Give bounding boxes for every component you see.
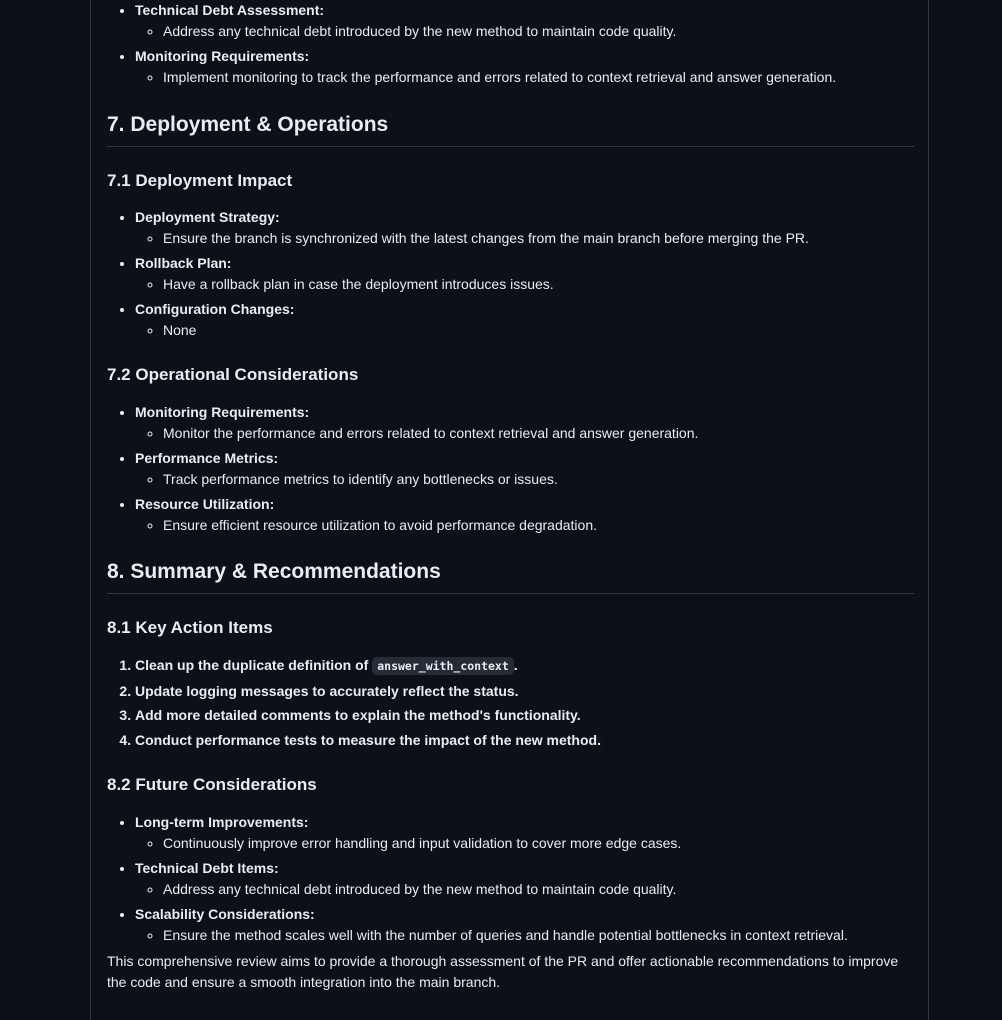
item-label: Rollback Plan:	[135, 255, 232, 271]
top-list	[107, 0, 914, 92]
item-label: Performance Metrics:	[135, 450, 279, 466]
list-item	[135, 448, 914, 490]
sub-item: ◦ Monitor the performance and errors related to context retrieval and answer generation.	[163, 423, 914, 444]
action-item	[135, 655, 914, 677]
future-list	[107, 812, 914, 950]
markdown-panel	[90, 0, 929, 1020]
item-label: Scalability Considerations:	[135, 906, 315, 922]
item-label: Long-term Improvements:	[135, 814, 309, 830]
section-7-1-heading: 7.1 Deployment Impact	[107, 171, 293, 190]
sub-item: ◦ Ensure the branch is synchronized with the latest changes from the main branch before merging the PR.	[163, 228, 914, 249]
sub-item: ◦ None	[163, 320, 914, 341]
action-items-list	[107, 655, 914, 754]
item-label: Monitoring Requirements:	[135, 404, 310, 420]
list-item	[135, 253, 914, 295]
sub-item: ◦ Continuously improve error handling and input validation to cover more edge cases.	[163, 833, 914, 854]
list-item	[135, 858, 914, 900]
section-8-2-heading: 8.2 Future Considerations	[107, 775, 317, 794]
item-label: Deployment Strategy:	[135, 209, 280, 225]
deployment-impact-list	[107, 207, 914, 345]
list-item	[135, 0, 914, 42]
item-label: Technical Debt Assessment:	[135, 2, 325, 18]
section-7-heading: 7. Deployment & Operations	[107, 112, 914, 147]
list-item	[135, 299, 914, 341]
section-7-2-heading: 7.2 Operational Considerations	[107, 365, 359, 384]
inline-code: answer_with_context	[372, 657, 514, 675]
section-8-1-heading: 8.1 Key Action Items	[107, 618, 273, 637]
item-label: Configuration Changes:	[135, 301, 295, 317]
action-item-suffix: .	[513, 657, 518, 673]
list-item	[135, 812, 914, 854]
sub-item: ◦ Ensure the method scales well with the number of queries and handle potential bottlenecks in context retrieval.	[163, 925, 914, 946]
sub-item: ◦ Ensure efficient resource utilization to avoid performance degradation.	[163, 515, 914, 536]
action-item: 2. Update logging messages to accurately reflect the status.	[135, 681, 914, 702]
sub-item: ◦ Have a rollback plan in case the deployment introduces issues.	[163, 274, 914, 295]
item-label: Resource Utilization:	[135, 496, 275, 512]
list-item	[135, 494, 914, 536]
sub-item: ◦ Address any technical debt introduced by the new method to maintain code quality.	[163, 21, 914, 42]
sub-item: ◦ Implement monitoring to track the performance and errors related to context retrieval and answer generation.	[163, 67, 914, 88]
item-label: Monitoring Requirements:	[135, 48, 310, 64]
section-8-heading: 8. Summary & Recommendations	[107, 559, 914, 594]
list-item	[135, 904, 914, 946]
sub-item: ◦ Address any technical debt introduced by the new method to maintain code quality.	[163, 879, 914, 900]
list-item	[135, 207, 914, 249]
action-item: 4. Conduct performance tests to measure the impact of the new method.	[135, 730, 914, 751]
action-item: 3. Add more detailed comments to explain the method's functionality.	[135, 705, 914, 726]
operational-list	[107, 402, 914, 540]
item-label: Technical Debt Items:	[135, 860, 279, 876]
list-item	[135, 46, 914, 88]
list-item	[135, 402, 914, 444]
action-item-text: Clean up the duplicate definition of	[135, 657, 369, 673]
sub-item: ◦ Track performance metrics to identify any bottlenecks or issues.	[163, 469, 914, 490]
summary-paragraph: This comprehensive review aims to provide a thorough assessment of the PR and offer actionable recommendations to improve the code and ensure a smooth integration into the main branch.	[107, 953, 899, 990]
